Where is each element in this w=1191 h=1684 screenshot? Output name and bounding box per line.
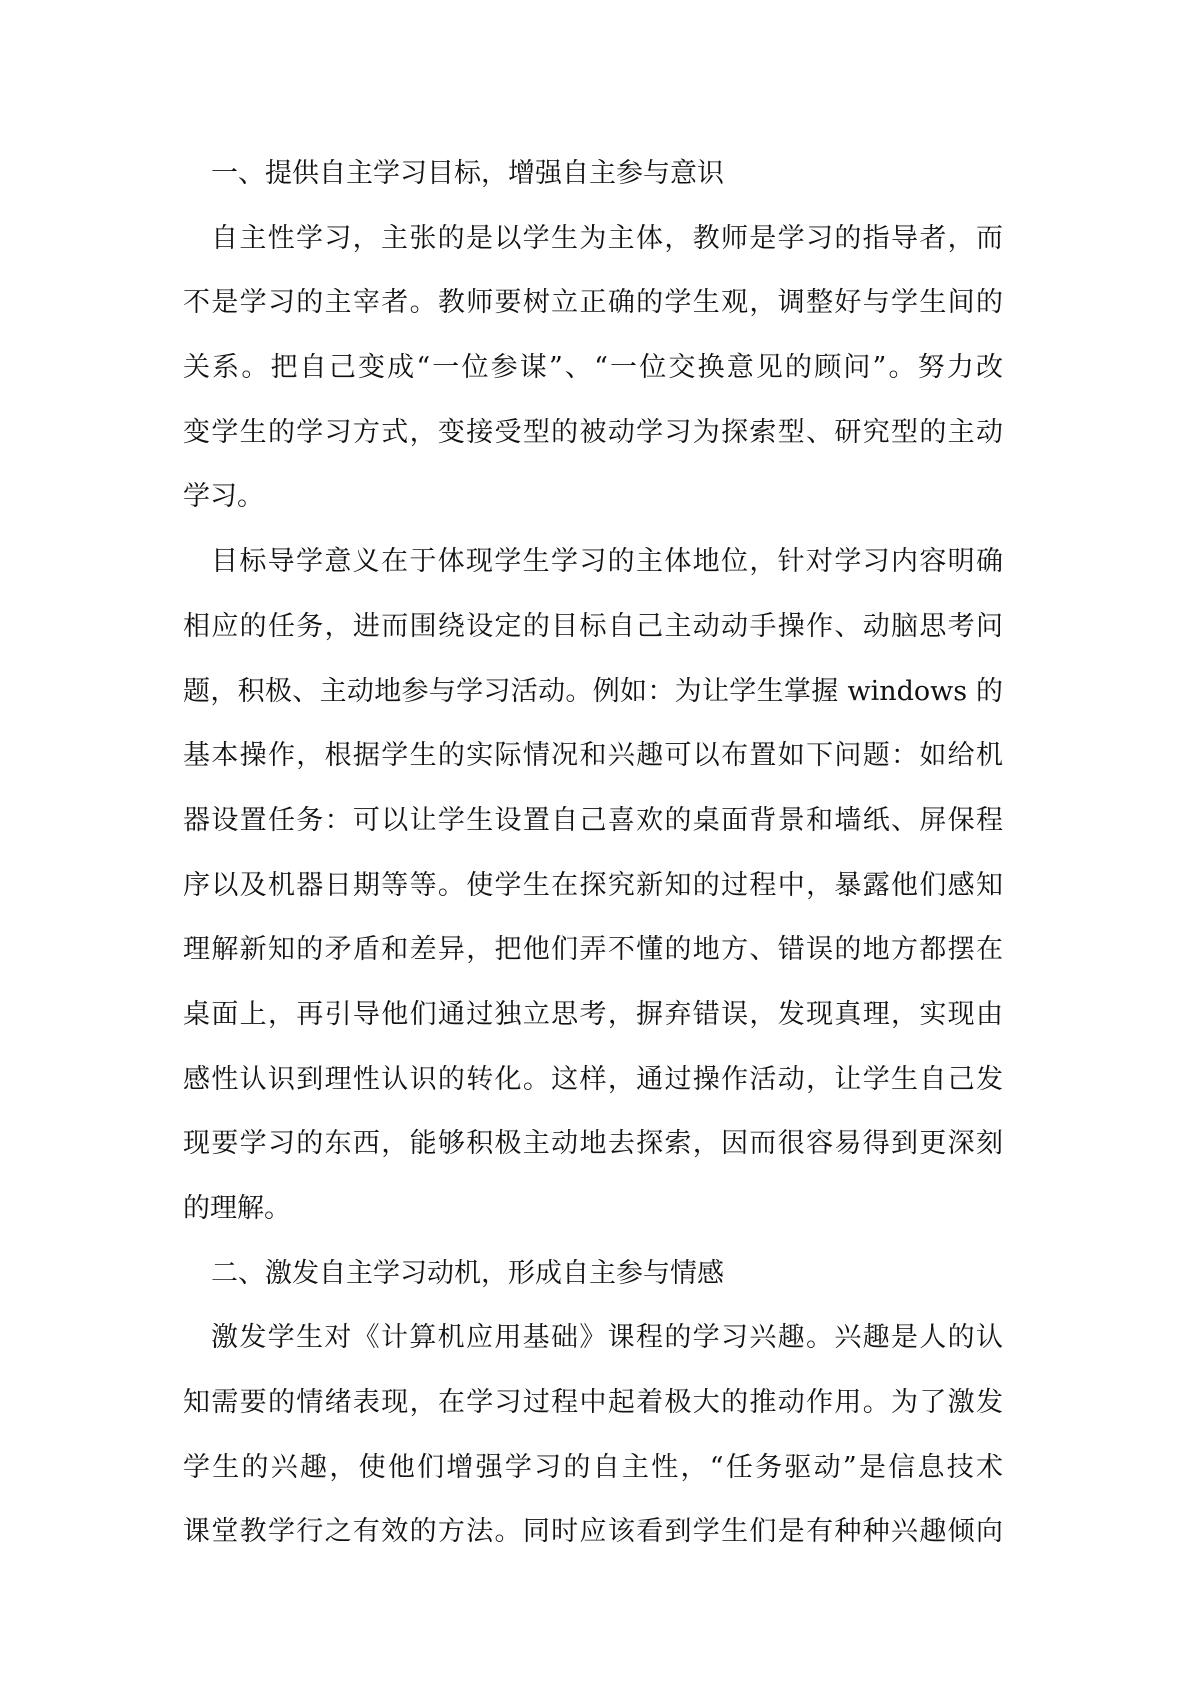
paragraph-2-line-1: 目标导学意义在于体现学生学习的主体地位，针对学习内容明确 bbox=[211, 546, 1003, 578]
paragraph-1-line-4: 变学生的学习方式，变接受型的被动学习为探索型、研究型的主动 bbox=[183, 416, 1003, 448]
paragraph-1-line-5: 学习。 bbox=[183, 481, 264, 513]
paragraph-3-line-3: 学生的兴趣，使他们增强学习的自主性，“任务驱动”是信息技术 bbox=[183, 1451, 1003, 1483]
paragraph-1-line-1: 自主性学习，主张的是以学生为主体，教师是学习的指导者，而 bbox=[211, 222, 1003, 254]
paragraph-3-line-2: 知需要的情绪表现，在学习过程中起着极大的推动作用。为了激发 bbox=[183, 1387, 1003, 1419]
document-body bbox=[183, 142, 1003, 1565]
paragraph-2-line-7: 理解新知的矛盾和差异，把他们弄不懂的地方、错误的地方都摆在 bbox=[183, 934, 1003, 966]
paragraph-2-line-6: 序以及机器日期等等。使学生在探究新知的过程中，暴露他们感知 bbox=[183, 869, 1003, 901]
paragraph-2-line-4: 基本操作，根据学生的实际情况和兴趣可以布置如下问题：如给机 bbox=[183, 740, 1003, 772]
section-heading-1: 一、提供自主学习目标，增强自主参与意识 bbox=[211, 158, 724, 189]
paragraph-2-line-3: 题，积极、主动地参与学习活动。例如：为让学生掌握 windows 的 bbox=[183, 675, 1003, 707]
paragraph-3-line-1: 激发学生对《计算机应用基础》课程的学习兴趣。兴趣是人的认 bbox=[211, 1322, 1003, 1354]
paragraph-1-line-3: 关系。把自己变成“一位参谋”、“一位交换意见的顾问”。努力改 bbox=[183, 352, 1003, 384]
section-heading-2: 二、激发自主学习动机，形成自主参与情感 bbox=[211, 1257, 724, 1289]
paragraph-1-line-2: 不是学习的主宰者。教师要树立正确的学生观，调整好与学生间的 bbox=[183, 287, 1003, 319]
paragraph-2-line-11: 的理解。 bbox=[183, 1193, 291, 1224]
paragraph-2-line-10: 现要学习的东西，能够积极主动地去探索，因而很容易得到更深刻 bbox=[183, 1128, 1003, 1160]
paragraph-2-line-9: 感性认识到理性认识的转化。这样，通过操作活动，让学生自己发 bbox=[183, 1063, 1003, 1095]
paragraph-2-line-8: 桌面上，再引导他们通过独立思考，摒弃错误，发现真理，实现由 bbox=[183, 998, 1003, 1030]
paragraph-3-line-4: 课堂教学行之有效的方法。同时应该看到学生们是有种种兴趣倾向 bbox=[183, 1516, 1003, 1548]
paragraph-2-line-2: 相应的任务，进而围绕设定的目标自己主动动手操作、动脑思考问 bbox=[183, 610, 1003, 642]
paragraph-2-line-5: 器设置任务：可以让学生设置自己喜欢的桌面背景和墙纸、屏保程 bbox=[183, 804, 1003, 836]
